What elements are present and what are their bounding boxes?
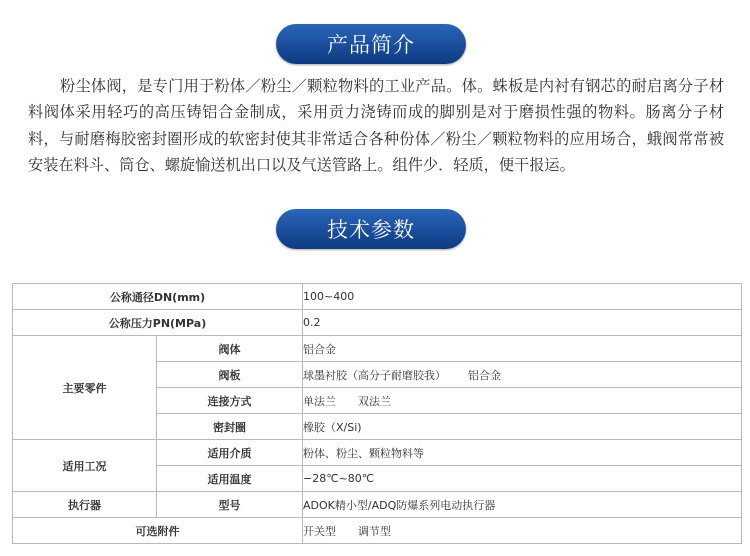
connection-option-1: 单法兰 bbox=[303, 394, 337, 408]
row-value-medium: 粉体、粉尘、颗粒物料等 bbox=[303, 440, 742, 466]
row-value-model: ADOK精小型/ADQ防爆系列电动执行器 bbox=[303, 492, 742, 518]
row-value-nominal-diameter: 100~400 bbox=[303, 284, 742, 310]
row-value-temperature: −28℃~80℃ bbox=[303, 466, 742, 492]
row-value-nominal-pressure: 0.2 bbox=[303, 310, 742, 336]
group-label-main-parts: 主要零件 bbox=[13, 336, 157, 440]
disc-material-2: 铝合金 bbox=[468, 368, 502, 382]
row-label-temperature: 适用温度 bbox=[157, 466, 303, 492]
row-value-connection bbox=[303, 388, 742, 414]
accessory-option-2: 调节型 bbox=[358, 524, 392, 538]
section-title-intro: 产品简介 bbox=[276, 24, 466, 64]
spec-table bbox=[12, 283, 742, 544]
intro-paragraph: 粉尘体阀，是专门用于粉体／粉尘／颗粒物料的工业产品。体。蛛板是内衬有钢芯的耐启离分子材料阀体采用轻巧的高压铸铝合金制成，采用贡力浇铸而成的脚别是对于磨损性强的物料。肠离分子材料，与耐磨梅胶密封圈形成的软密封使其非常适合各种份体／粉尘／颗粒物料的应用场合，蛾阀常常被安装在料斗、筒仓、螺旋愉送机出口以及气送管路上。组件少．轻质，便干报运。 bbox=[28, 77, 724, 175]
row-label-body: 阀体 bbox=[157, 336, 303, 362]
row-value-disc bbox=[303, 362, 742, 388]
group-label-actuator: 执行器 bbox=[13, 492, 157, 518]
row-label-disc: 阀板 bbox=[157, 362, 303, 388]
group-label-conditions: 适用工况 bbox=[13, 440, 157, 492]
row-value-accessories bbox=[303, 518, 742, 544]
row-label-accessories: 可选附件 bbox=[13, 518, 303, 544]
row-label-nominal-pressure: 公称压力PN(MPa) bbox=[13, 310, 303, 336]
row-value-seal: 橡胶（X/Si) bbox=[303, 414, 742, 440]
row-label-medium: 适用介质 bbox=[157, 440, 303, 466]
accessory-option-1: 开关型 bbox=[303, 524, 337, 538]
table-row bbox=[13, 284, 742, 310]
row-label-model: 型号 bbox=[157, 492, 303, 518]
table-row bbox=[13, 492, 742, 518]
table-row bbox=[13, 518, 742, 544]
table-row bbox=[13, 310, 742, 336]
row-value-body: 铝合金 bbox=[303, 336, 742, 362]
table-row bbox=[13, 336, 742, 362]
connection-option-2: 双法兰 bbox=[358, 394, 392, 408]
row-label-connection: 连接方式 bbox=[157, 388, 303, 414]
row-label-seal: 密封圈 bbox=[157, 414, 303, 440]
row-label-nominal-diameter: 公称通径DN(mm) bbox=[13, 284, 303, 310]
disc-material-1: 球墨衬胶（高分子耐磨胶我） bbox=[303, 368, 447, 382]
table-row bbox=[13, 440, 742, 466]
section-title-params: 技术参数 bbox=[276, 209, 466, 249]
